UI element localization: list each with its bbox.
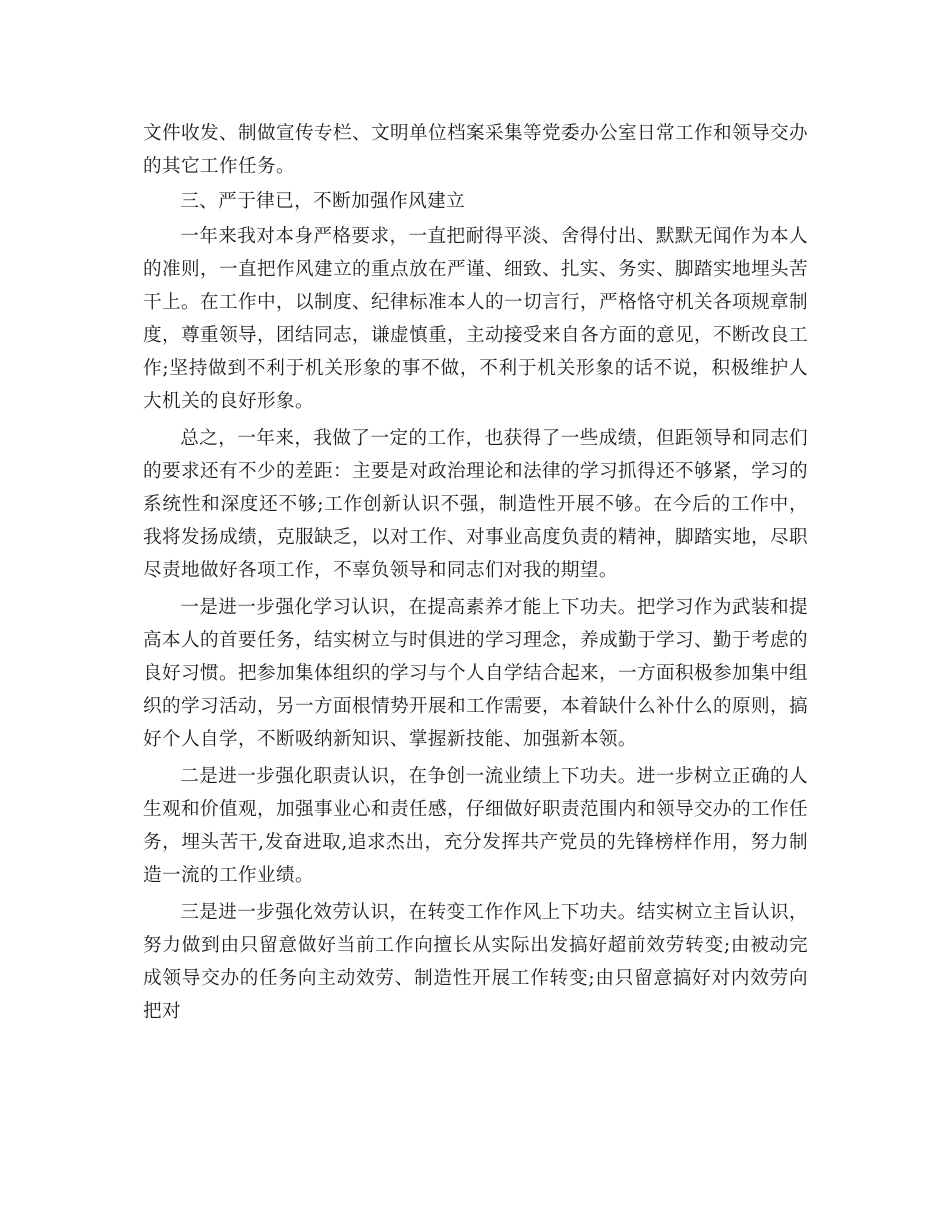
document-page: [143, 117, 808, 1028]
paragraph-service-awareness: 三是进一步强化效劳认识，在转变工作作风上下功夫。结实树立主旨认识，努力做到由只留意做好当前工作向擅长从实际出发搞好超前效劳转变;由被动完成领导交办的任务向主动效劳、制造性开展工作转变;由只留意搞好对内效劳向把对: [143, 902, 808, 1022]
paragraph-summary: 总之，一年来，我做了一定的工作，也获得了一些成绩，但距领导和同志们的要求还有不少的差距：主要是对政治理论和法律的学习抓得还不够紧，学习的系统性和深度还不够;工作创新认识不强，制造性开展不够。在今后的工作中，我将发扬成绩，克服缺乏，以对工作、对事业高度负责的精神，脚踏实地，尽职尽责地做好各项工作，不辜负领导和同志们对我的期望。: [143, 428, 808, 581]
paragraph-study-awareness: 一是进一步强化学习认识，在提高素养才能上下功夫。把学习作为武装和提高本人的首要任务，结实树立与时俱进的学习理念，养成勤于学习、勤于考虑的良好习惯。把参加集体组织的学习与个人自学结合起来，一方面积极参加集中组织的学习活动，另一方面根情势开展和工作需要，本着缺什么补什么的原则，搞好个人自学，不断吸纳新知识、掌握新技能、加强新本领。: [143, 597, 808, 750]
paragraph-work-style: 一年来我对本身严格要求，一直把耐得平淡、舍得付出、默默无闻作为本人的准则，一直把作风建立的重点放在严谨、细致、扎实、务实、脚踏实地埋头苦干上。在工作中，以制度、纪律标准本人的一切言行，严格恪守机关各项规章制度，尊重领导，团结同志，谦虚慎重，主动接受来自各方面的意见，不断改良工作;坚持做到不利于机关形象的事不做，不利于机关形象的话不说，积极维护人大机关的良好形象。: [143, 226, 808, 412]
paragraph-section-heading: 三、严于律已，不断加强作风建立: [180, 191, 466, 212]
paragraph-continuation: 文件收发、制做宣传专栏、文明单位档案采集等党委办公室日常工作和领导交办的其它工作任务。: [143, 123, 808, 177]
paragraph-duty-awareness: 二是进一步强化职责认识，在争创一流业绩上下功夫。进一步树立正确的人生观和价值观，加强事业心和责任感，仔细做好职责范围内和领导交办的工作任务，埋头苦干,发奋进取,追求杰出，充分发挥共产党员的先锋榜样作用，努力制造一流的工作业绩。: [143, 766, 808, 886]
